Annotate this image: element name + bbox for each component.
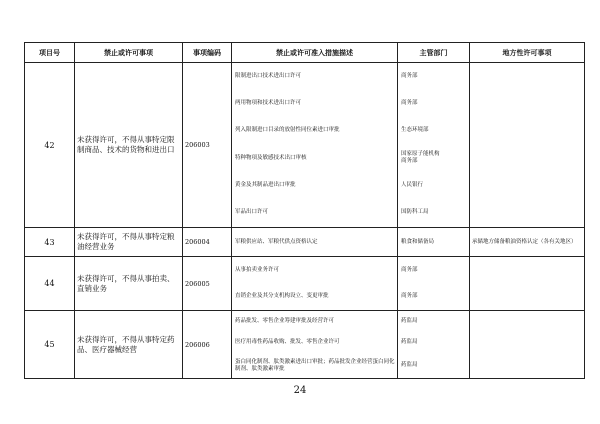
- table-row: [25, 63, 585, 228]
- measure-item: 从事拍卖业务许可: [235, 266, 280, 273]
- measure-item: 医疗用毒性药品收购、批发、零售企业许可: [235, 339, 340, 345]
- header-item-number: 项目号: [25, 43, 75, 63]
- item-number: 45: [25, 311, 75, 379]
- table-row: [25, 257, 585, 311]
- measure-item: 军品出口许可: [235, 209, 269, 215]
- department-item: 商务部: [401, 100, 418, 106]
- department-item: 人民银行: [401, 182, 424, 188]
- measure-item: 军粮供应站、军粮代供点资格认定: [235, 238, 318, 245]
- department-item: 生态环境部: [401, 127, 429, 133]
- item-number: 42: [25, 63, 75, 228]
- item-code: 206006: [183, 311, 232, 379]
- department-item: 粮食和储备局: [401, 238, 435, 245]
- measure-item: 直销企业及其分支机构设立、变更审批: [235, 293, 329, 299]
- local-permit: [470, 311, 585, 379]
- table-header-row: [25, 43, 585, 63]
- measure-list: [232, 228, 398, 257]
- department-list: [398, 311, 470, 379]
- department-item: 药监局: [401, 339, 418, 345]
- department-item: 药监局: [401, 362, 418, 368]
- measure-list: [232, 63, 398, 228]
- measure-list: [232, 257, 398, 311]
- department-item: 商务部: [401, 266, 418, 273]
- local-permit: 承储地方储备粮油资格认定（各有关地区）: [470, 228, 585, 257]
- measure-item: 蛋白同化制剂、肽类激素进出口审批；药品批发企业经营蛋白同化制剂、肽类激素审批: [235, 358, 395, 372]
- item-description: 未获得许可，不得从事拍卖、直销业务: [75, 257, 183, 311]
- table-row: [25, 311, 585, 379]
- department-item: 药监局: [401, 318, 418, 324]
- header-local-permit: 地方性许可事项: [470, 43, 585, 63]
- table-row: [25, 228, 585, 257]
- header-item-name: 禁止或许可事项: [75, 43, 183, 63]
- measure-item: 限制进出口技术进出口许可: [235, 73, 302, 79]
- measure-item: 药品批发、零售企业筹建审批及经营许可: [235, 318, 335, 324]
- department-item: 商务部: [401, 73, 418, 79]
- header-department: 主管部门: [398, 43, 470, 63]
- measure-item: 两用物项和技术进出口许可: [235, 100, 302, 106]
- item-number: 43: [25, 228, 75, 257]
- item-description: 未获得许可，不得从事特定粮油经营业务: [75, 228, 183, 257]
- item-description: 未获得许可，不得从事特定限制商品、技术的货物和进出口: [75, 63, 183, 228]
- page-number: 24: [293, 385, 307, 396]
- item-code: 206003: [183, 63, 232, 228]
- department-list: [398, 228, 470, 257]
- regulation-table: [24, 42, 585, 379]
- local-permit: [470, 63, 585, 228]
- header-item-code: 事项编码: [183, 43, 232, 63]
- department-list: [398, 257, 470, 311]
- item-description: 未获得许可，不得从事特定药品、医疗器械经营: [75, 311, 183, 379]
- measure-list: [232, 311, 398, 379]
- department-item: 商务部: [401, 293, 418, 299]
- item-code: 206005: [183, 257, 232, 311]
- department-item: 国防科工局: [401, 209, 429, 215]
- header-measure-description: 禁止或许可准入措施描述: [232, 43, 398, 63]
- measure-item: 特种物项及敏感技术出口审核: [235, 154, 307, 161]
- local-permit: [470, 257, 585, 311]
- item-code: 206004: [183, 228, 232, 257]
- department-item: 国家原子能机构 商务部: [401, 151, 440, 164]
- department-list: [398, 63, 470, 228]
- measure-item: 黄金及其制品进出口审批: [235, 182, 296, 188]
- item-number: 44: [25, 257, 75, 311]
- measure-item: 列入限制进口目录的放射性同位素进口审批: [235, 127, 340, 133]
